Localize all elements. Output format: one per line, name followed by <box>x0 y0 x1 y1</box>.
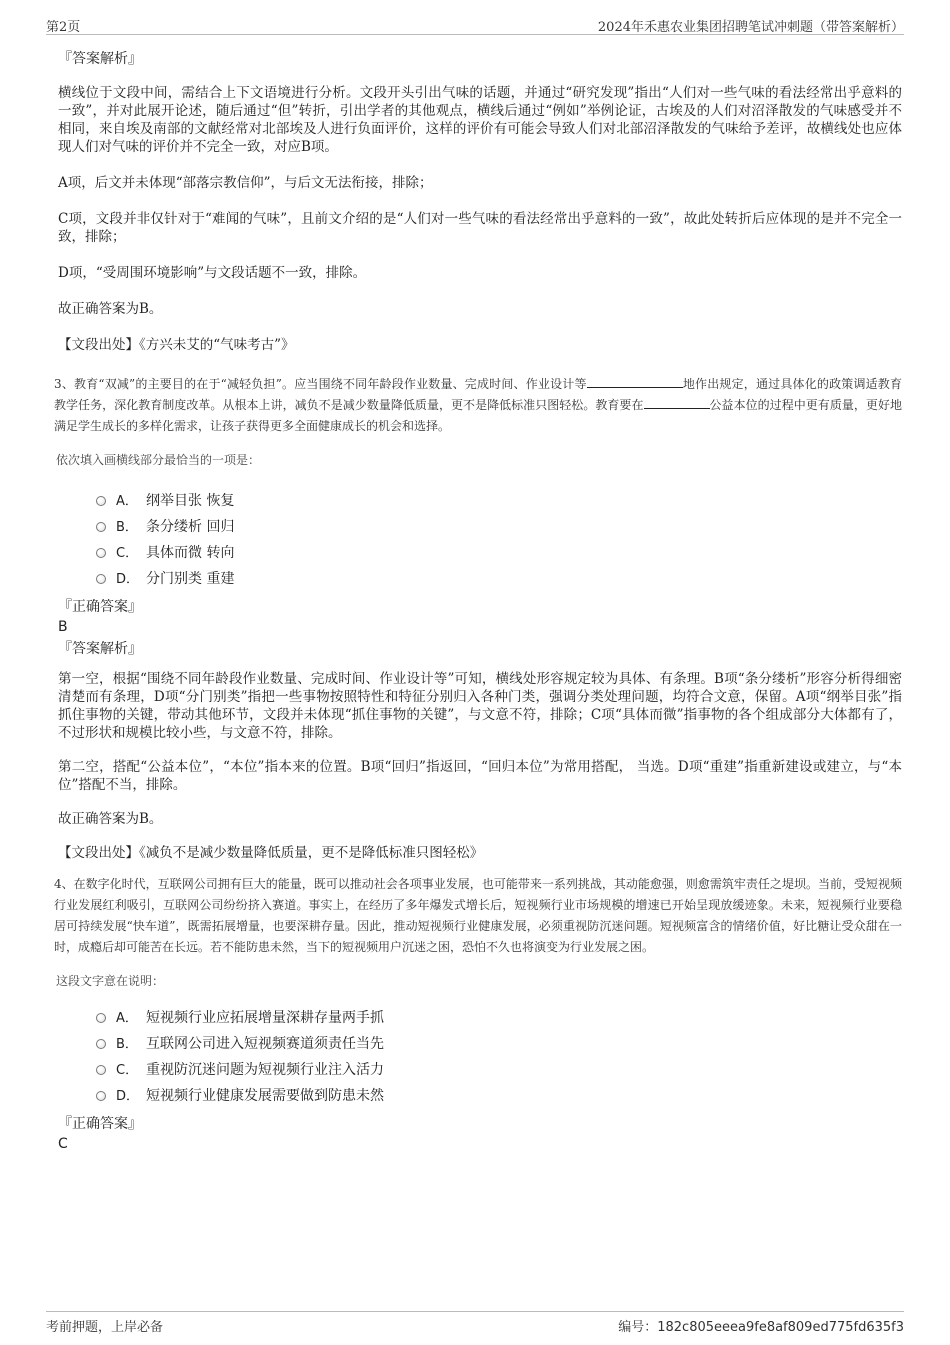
analysis-paragraph: 第二空，搭配“公益本位”，“本位”指本来的位置。B项“回归”指返回，“回归本位”为常用搭配， 当选。D项“重建”指重新建设或建立，与“本位”搭配不当，排除。 <box>58 759 902 793</box>
question-4 <box>56 874 902 1153</box>
correct-answer: C <box>58 1136 68 1152</box>
option-c[interactable]: C． 重视防沉迷问题为短视频行业注入活力 <box>96 1057 902 1083</box>
radio-icon[interactable] <box>96 1013 106 1023</box>
option-d[interactable]: D． 短视频行业健康发展需要做到防患未然 <box>96 1083 902 1109</box>
document-id: 编号：182c805eeea9fe8af809ed775fd635f3 <box>618 1320 904 1335</box>
correct-answer-label: 『正确答案』 <box>58 599 142 615</box>
option-a[interactable]: A． 短视频行业应拓展增量深耕存量两手抓 <box>96 1005 902 1031</box>
radio-icon[interactable] <box>96 1065 106 1075</box>
option-b[interactable]: B． 互联网公司进入短视频赛道须责任当先 <box>96 1031 902 1057</box>
radio-icon[interactable] <box>96 1091 106 1101</box>
analysis-label: 『答案解析』 <box>58 641 142 657</box>
footer-slogan: 考前押题，上岸必备 <box>46 1320 164 1335</box>
options-list <box>96 1005 902 1109</box>
options-list <box>96 488 902 592</box>
radio-icon[interactable] <box>96 574 106 584</box>
radio-icon[interactable] <box>96 522 106 532</box>
option-c[interactable]: C． 具体而微 转向 <box>96 540 902 566</box>
source: 【文段出处】《方兴未艾的“气味考古”》 <box>58 337 295 353</box>
analysis-paragraph: A项，后文并未体现“部落宗教信仰”，与后文无法衔接，排除； <box>58 175 433 191</box>
analysis-paragraph: D项，“受周围环境影响”与文段话题不一致，排除。 <box>58 265 367 281</box>
analysis-paragraph: 横线位于文段中间，需结合上下文语境进行分析。文段开头引出气味的话题，并通过“研究发现”指出“人们对一些气味的看法经常出乎意料的一致”，并对此展开论述，随后通过“但”转折，引出学者的其他观点，横线后通过“例如”举例论证，古埃及的人们对沼泽散发的气味感受并不相同，来自埃及南部的文献经常对北部埃及人进行负面评价，这样的评价有可能会导致人们对北部沼泽散发的气味给予差评，故横线处也应体现人们对气味的评价并不完全一致，对应B项。 <box>58 85 902 155</box>
option-a[interactable]: A． 纲举目张 恢复 <box>96 488 902 514</box>
conclusion: 故正确答案为B。 <box>58 811 163 827</box>
question-3 <box>56 374 902 862</box>
analysis-paragraph: 第一空，根据“围绕不同年龄段作业数量、完成时间、作业设计等”可知，横线处形容规定较为具体、有条理。B项“条分缕析”形容分析得细密清楚而有条理，D项“分门别类”指把一些事物按照特性和特征分别归入各种门类，强调分类处理问题，均符合文意，保留。A项“纲举目张”指抓住事物的关键，带动其他环节，文段并未体现“抓住事物的关键”，与文意不符，排除；C项“具体而微”指事物的各个组成部分大体都有了，不过形状和规模比较小些，与文意不符，排除。 <box>58 671 902 741</box>
option-d[interactable]: D． 分门别类 重建 <box>96 566 902 592</box>
fill-blank <box>587 375 683 388</box>
analysis-label: 『答案解析』 <box>58 51 142 67</box>
conclusion: 故正确答案为B。 <box>58 301 163 317</box>
fill-blank <box>644 396 710 409</box>
option-b[interactable]: B． 条分缕析 回归 <box>96 514 902 540</box>
radio-icon[interactable] <box>96 1039 106 1049</box>
page-footer <box>46 1311 904 1336</box>
analysis-paragraph: C项，文段并非仅针对于“难闻的气味”，且前文介绍的是“人们对一些气味的看法经常出乎意料的一致”，故此处转折后应体现的是并不完全一致，排除； <box>58 211 902 245</box>
question-prompt: 这段文字意在说明： <box>56 974 165 988</box>
source: 【文段出处】《减负不是减少数量降低质量，更不是降低标准只图轻松》 <box>58 845 484 861</box>
correct-answer-label: 『正确答案』 <box>58 1116 142 1132</box>
question-stem: 4、在数字化时代，互联网公司拥有巨大的能量，既可以推动社会各项事业发展，也可能带来一系列挑战，其动能愈强，则愈需筑牢责任之堤坝。当前，受短视频行业发展红利吸引，互联网公司纷纷挤入赛道。事实上，在经历了多年爆发式增长后，短视频行业市场规模的增速已开始呈现放缓迹象。未来，短视频行业要稳居可持续发展“快车道”，既需拓展增量，也要深耕存量。因此，推动短视频行业健康发展，必须重视防沉迷问题。短视频富含的情绪价值，好比糖让受众甜在一时，成瘾后却可能苦在长远。若不能防患未然，当下的短视频用户沉迷之困，恐怕不久也将演变为行业发展之困。 <box>54 877 902 954</box>
page-number: 第2页 <box>46 20 81 35</box>
question-stem: 3、教育“双减”的主要目的在于“减轻负担”。应当围绕不同年龄段作业数量、完成时间、作业设计等 地作出规定，通过具体化的政策调适教育教学任务，深化教育制度改革。从根本上讲，减负不是减少数量降低质量，更不是降低标准只图轻松。教育要在 公益本位的过程中更有质量，更好地满足学生成长的多样化需求，让孩子获得更多全面健康成长的机会和选择。 <box>54 377 902 433</box>
page-header <box>46 12 904 35</box>
document-title: 2024年禾惠农业集团招聘笔试冲刺题（带答案解析） <box>597 20 904 35</box>
page-content <box>56 44 902 1153</box>
correct-answer: B <box>58 619 68 635</box>
radio-icon[interactable] <box>96 548 106 558</box>
prev-analysis <box>56 48 902 354</box>
radio-icon[interactable] <box>96 496 106 506</box>
question-prompt: 依次填入画横线部分最恰当的一项是： <box>56 453 261 467</box>
